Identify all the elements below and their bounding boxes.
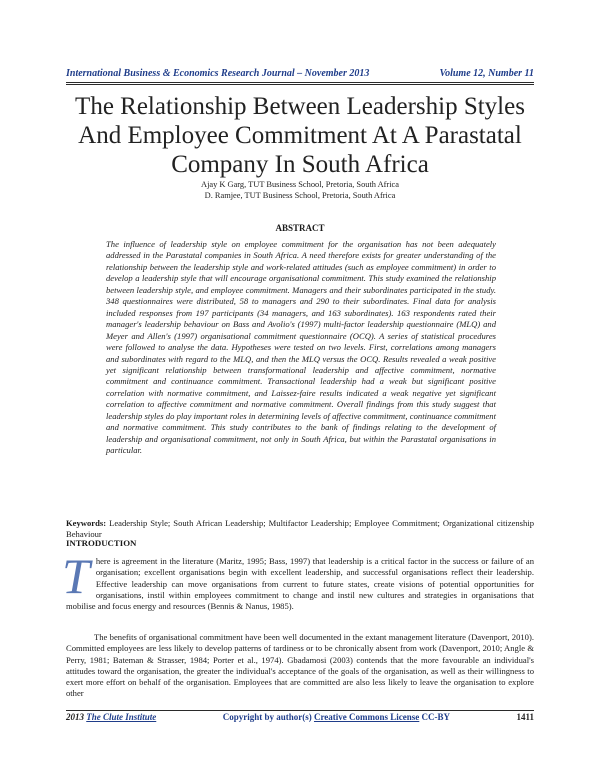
title-line-2: And Employee Commitment At A Parastatal — [78, 122, 522, 149]
page-footer — [66, 712, 534, 722]
license-type: CC-BY — [421, 712, 451, 722]
footer-copyright — [223, 712, 450, 722]
introduction-heading: INTRODUCTION — [66, 538, 137, 548]
title-line-1: The Relationship Between Leadership Styles — [75, 93, 525, 120]
publisher-link[interactable]: The Clute Institute — [86, 712, 157, 722]
introduction-paragraph-2: The benefits of organisational commitment have been well documented in the extant management literature (Davenport, 2010). Committed employees are less likely to develop patterns of tardiness or to be chronically absent from work (Davenport, 2010; Angle & Perry, 1981; Bateman & Strasser, 1984; Porter et al., 1974). Gbadamosi (2003) contends that the more favourable an individual's attitudes toward the organisation, the greater the individual's acceptance of the goals of the organisation, as well as their willingness to exert more effort on behalf of the organisation. Employees that are committed are also less likely to leave the organisation to explore other — [66, 632, 534, 699]
title-line-3: Company In South Africa — [171, 151, 429, 178]
author-1: Ajay K Garg, TUT Business School, Pretoria, South Africa — [201, 180, 399, 189]
footer-publisher — [66, 712, 156, 722]
running-header — [66, 68, 534, 80]
abstract-text: The influence of leadership style on employee commitment for the organisation has not been adequately addressed in the Parastatal companies in South Africa. A need therefore exists for greater understanding of the relationship between the leadership style and work-related attitudes (such as employee commitment) in order to develop a leadership style that will encourage organisational commitment. This study examined the relationship between leadership style, and employee commitment. Managers and their subordinates participated in the study. 348 questionnaires were distributed, 58 to managers and 290 to their subordinates. Final data for analysis included responses from 197 participants (34 managers, and 163 subordinates). 163 respondents rated their manager's leadership behaviour on Bass and Avolio's (1997) multi-factor leadership questionnaire (MLQ) and Meyer and Allen's (1997) organisational commitment questionnaire (OCQ). A series of statistical procedures were followed to analyse the data. Hypotheses were tested on two levels. First, correlations among managers and subordinates with regard to the MLQ, and then the MLQ versus the OCQ. Results revealed a weak positive yet significant relationship between transformational leadership and affective commitment, normative commitment and continuance commitment. Transactional leadership had a weak but significant positive correlation with normative commitment, and Laissez-faire results indicated a weak negative yet significant correlation to affective commitment and normative commitment. Overall findings from this study suggest that leadership styles do play important roles in determining levels of affective commitment, continuance commitment and normative commitment. This study contributes to the bank of findings relating to the development of leadership and organisational commitment, not only in South Africa, but within the Parastatal organisations in particular. — [106, 239, 496, 456]
abstract-heading: ABSTRACT — [275, 223, 325, 233]
keywords-label: Keywords: — [66, 518, 107, 528]
introduction-paragraph-1-text: here is agreement in the literature (Maritz, 1995; Bass, 1997) that leadership is a critical factor in the success or failure of an organisation; excellent organisations begin with excellent leadership, and successful organisations reflect their leadership. Effective leadership can move organisations from current to future states, create visions of potential opportunities for organisations, instil within employees commitment to change and instil new cultures and strategies in organisations that mobilise and focus energy and resources (Bennis & Nanus, 1985). — [66, 556, 534, 612]
drop-cap: T — [62, 548, 90, 604]
author-2: D. Ramjee, TUT Business School, Pretoria, South Africa — [204, 191, 396, 200]
page-number: 1411 — [516, 712, 534, 722]
journal-name: International Business & Economics Research Journal – November 2013 — [66, 68, 370, 79]
copyright-prefix: Copyright by author(s) — [222, 712, 312, 722]
header-rule-thin — [66, 84, 534, 85]
header-rule — [66, 82, 534, 83]
volume-number: Volume 12, Number 11 — [439, 68, 534, 79]
paper-title — [60, 92, 540, 179]
license-link[interactable]: Creative Commons License — [313, 712, 420, 722]
introduction-paragraph-1 — [62, 548, 534, 612]
author-list — [60, 179, 540, 201]
footer-year: 2013 — [66, 712, 84, 722]
keywords-text: Leadership Style; South African Leadership; Multifactor Leadership; Employee Commitment; Organizational citizenship Behaviour — [66, 518, 535, 540]
footer-rule — [66, 710, 534, 711]
